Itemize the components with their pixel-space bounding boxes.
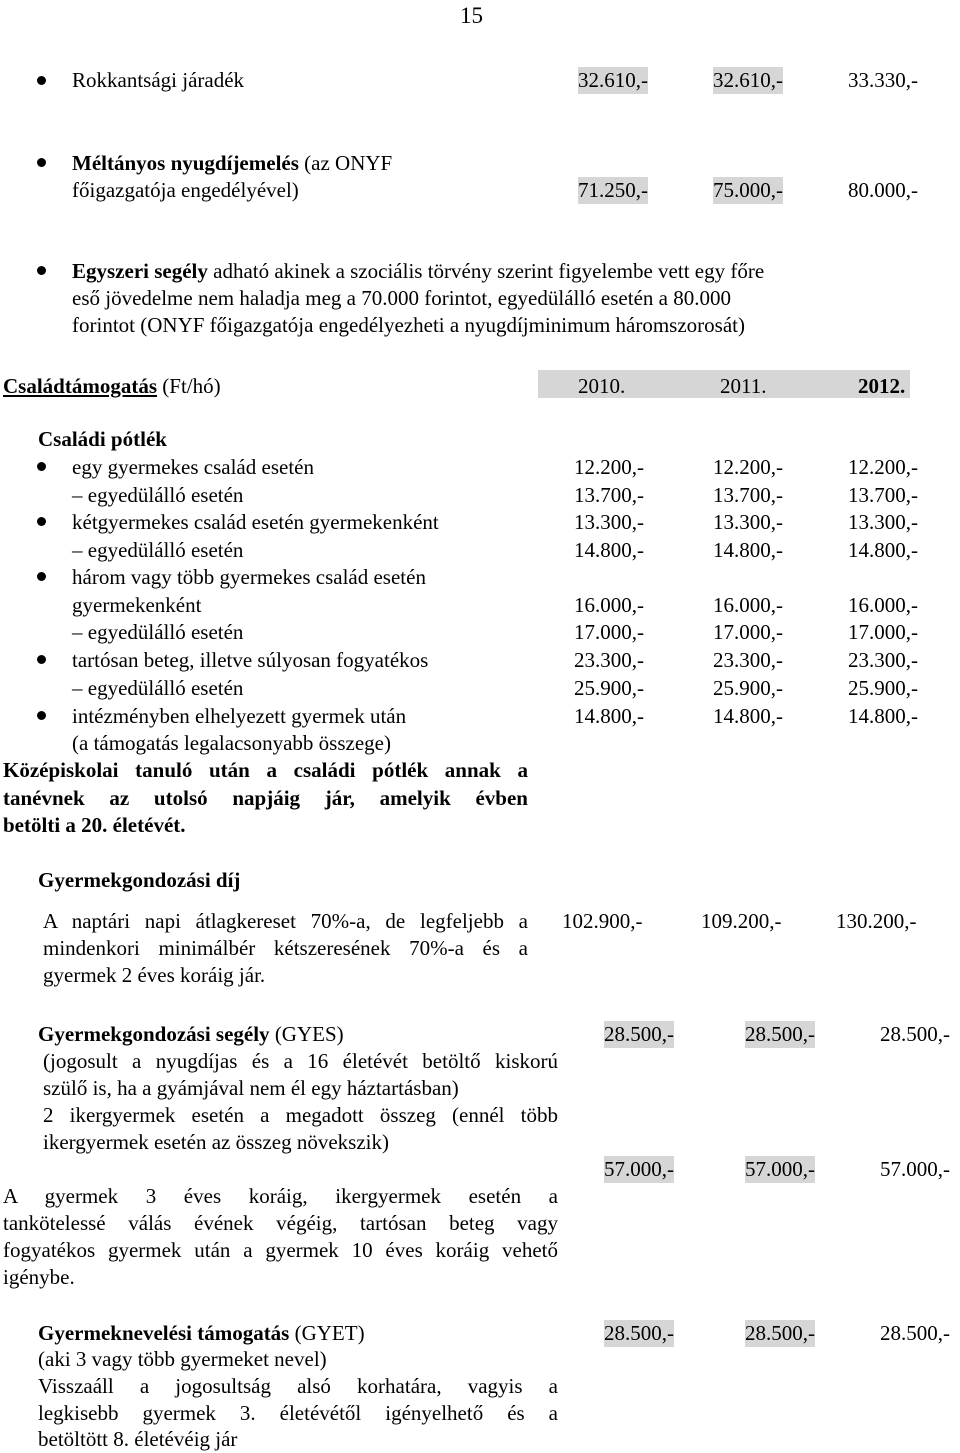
gyes-text2-line: tankötelessé válás évének végéig, tartósan beteg vagy [3,1211,558,1235]
value-2011: 75.000,- [713,178,783,202]
row-value-2011: 12.200,- [713,455,783,479]
gyed-text-line: gyermek 2 éves koráig jár. [43,963,266,987]
row-value-2011: 16.000,- [713,593,783,617]
row-value-2010: 13.300,- [574,510,644,534]
gyes-value-2010: 28.500,- [604,1022,674,1046]
row-label: – egyedülálló esetén [72,620,244,644]
gyes-abbr: (GYES) [269,1022,344,1046]
bullet-icon [37,76,46,85]
row-label: – egyedülálló esetén [72,538,244,562]
gyes-twin-value-2011: 57.000,- [745,1157,815,1181]
subsection-title [38,1021,344,1048]
row-value-2010: 12.200,- [574,455,644,479]
value-2011: 32.610,- [713,68,783,92]
item-label-line2: eső jövedelme nem haladja meg a 70.000 forintot, egyedülálló esetén a 80.000 [72,286,731,310]
row-value-2011: 14.800,- [713,538,783,562]
row-label-line2: gyermekenként [72,593,202,617]
gyet-value-2012: 28.500,- [880,1321,950,1345]
item-label-line2: főigazgatója engedélyével) [72,178,299,202]
bullet-icon [37,158,46,167]
gyed-value-2012: 130.200,- [836,909,917,933]
value-2012: 33.330,- [848,68,918,92]
year-2012: 2012. [858,374,906,398]
gyet-value-2011: 28.500,- [745,1321,815,1345]
row-value-2012: 23.300,- [848,648,918,672]
row-value-2012: 16.000,- [848,593,918,617]
gyet-value-2010: 28.500,- [604,1321,674,1345]
bullet-icon [37,462,46,471]
bold-note-line: tanévnek az utolsó napjáig jár, amelyik évben [3,786,528,810]
bullet-icon [37,517,46,526]
gyet-text-line: Visszaáll a jogosultság alsó korhatára, vagyis a [38,1374,558,1398]
row-value-2012: 25.900,- [848,676,918,700]
subsection-title: Gyermekgondozási díj [38,868,241,892]
item-label-line3: forintot (ONYF főigazgatója engedélyezheti a nyugdíjminimum háromszorosát) [72,313,745,337]
row-value-2010: 16.000,- [574,593,644,617]
value-2010: 71.250,- [578,178,648,202]
gyes-text-line: 2 ikergyermek esetén a megadott összeg (ennél több [43,1103,558,1127]
row-value-2012: 12.200,- [848,455,918,479]
row-value-2012: 13.300,- [848,510,918,534]
section-title-bold: Családtámogatás [3,374,158,398]
row-label: intézményben elhelyezett gyermek után [72,704,407,728]
row-label: egy gyermekes család esetén [72,455,314,479]
row-value-2011: 23.300,- [713,648,783,672]
gyed-value-2010: 102.900,- [562,909,643,933]
gyes-text2-line: fogyatékos gyermek után a gyermek 10 éves koráig vehető [3,1238,558,1262]
gyed-value-2011: 109.200,- [701,909,782,933]
row-value-2012: 13.700,- [848,483,918,507]
row-value-2010: 13.700,- [574,483,644,507]
row-value-2012: 14.800,- [848,704,918,728]
bold-note-line: betölti a 20. életévét. [3,813,186,837]
value-2012: 80.000,- [848,178,918,202]
gyes-text2-line: A gyermek 3 éves koráig, ikergyermek esetén a [3,1184,558,1208]
item-label-rest: (az ONYF [298,151,393,175]
row-label: három vagy több gyermekes család esetén [72,565,426,589]
gyes-twin-value-2012: 57.000,- [880,1157,950,1181]
gyet-text-line: legkisebb gyermek 3. életévétől igényelhető és a [38,1401,558,1425]
gyed-text-line: mindenkori minimálbér kétszeresének 70%-a és a [43,936,528,960]
row-value-2010: 14.800,- [574,704,644,728]
page-number: 15 [460,3,483,28]
gyes-text-line: ikergyermek esetén az összeg növekszik) [43,1130,389,1154]
gyet-text-line: (aki 3 vagy több gyermeket nevel) [38,1347,327,1371]
row-value-2010: 23.300,- [574,648,644,672]
item-label-bold: Egyszeri segély [72,259,208,283]
year-2010: 2010. [578,374,626,398]
item-label [72,258,764,285]
bold-note-line: Középiskolai tanuló után a családi pótlék annak a [3,758,528,782]
gyes-text-line: (jogosult a nyugdíjas és a 16 életévét betöltő kiskorú [43,1049,558,1073]
item-label-bold: Méltányos nyugdíjemelés [72,151,299,175]
value-2010: 32.610,- [578,68,648,92]
row-value-2010: 17.000,- [574,620,644,644]
gyes-twin-value-2010: 57.000,- [604,1157,674,1181]
subsection-title: Családi pótlék [38,427,167,451]
gyet-abbr: (GYET) [289,1321,365,1345]
year-2011: 2011. [720,374,767,398]
gyes-value-2012: 28.500,- [880,1022,950,1046]
note: (a támogatás legalacsonyabb összege) [72,731,391,755]
row-value-2010: 25.900,- [574,676,644,700]
row-value-2011: 17.000,- [713,620,783,644]
gyes-text-line: szülő is, ha a gyámjával nem él egy háztartásban) [43,1076,459,1100]
gyed-text-line: A naptári napi átlagkereset 70%-a, de legfeljebb a [43,909,528,933]
item-label-rest: adható akinek a szociális törvény szerint figyelembe vett egy főre [207,259,765,283]
row-value-2011: 14.800,- [713,704,783,728]
section-unit: (Ft/hó) [157,374,221,398]
gyes-text2-line: igénybe. [3,1265,75,1289]
row-value-2012: 14.800,- [848,538,918,562]
bullet-icon [37,572,46,581]
bullet-icon [37,655,46,664]
subsection-title [38,1320,365,1347]
row-value-2011: 25.900,- [713,676,783,700]
section-title [3,373,221,400]
item-label [72,150,392,177]
row-label: kétgyermekes család esetén gyermekenként [72,510,439,534]
row-value-2011: 13.700,- [713,483,783,507]
item-label: Rokkantsági járadék [72,68,245,92]
bullet-icon [37,266,46,275]
bullet-icon [37,711,46,720]
gyes-value-2011: 28.500,- [745,1022,815,1046]
row-value-2010: 14.800,- [574,538,644,562]
row-value-2012: 17.000,- [848,620,918,644]
row-value-2011: 13.300,- [713,510,783,534]
gyes-title-bold: Gyermekgondozási segély [38,1022,270,1046]
gyet-title-bold: Gyermeknevelési támogatás [38,1321,290,1345]
gyet-text-line: betöltött 8. életévéig jár [38,1427,238,1451]
row-label: – egyedülálló esetén [72,483,244,507]
row-label: – egyedülálló esetén [72,676,244,700]
row-label: tartósan beteg, illetve súlyosan fogyatékos [72,648,429,672]
